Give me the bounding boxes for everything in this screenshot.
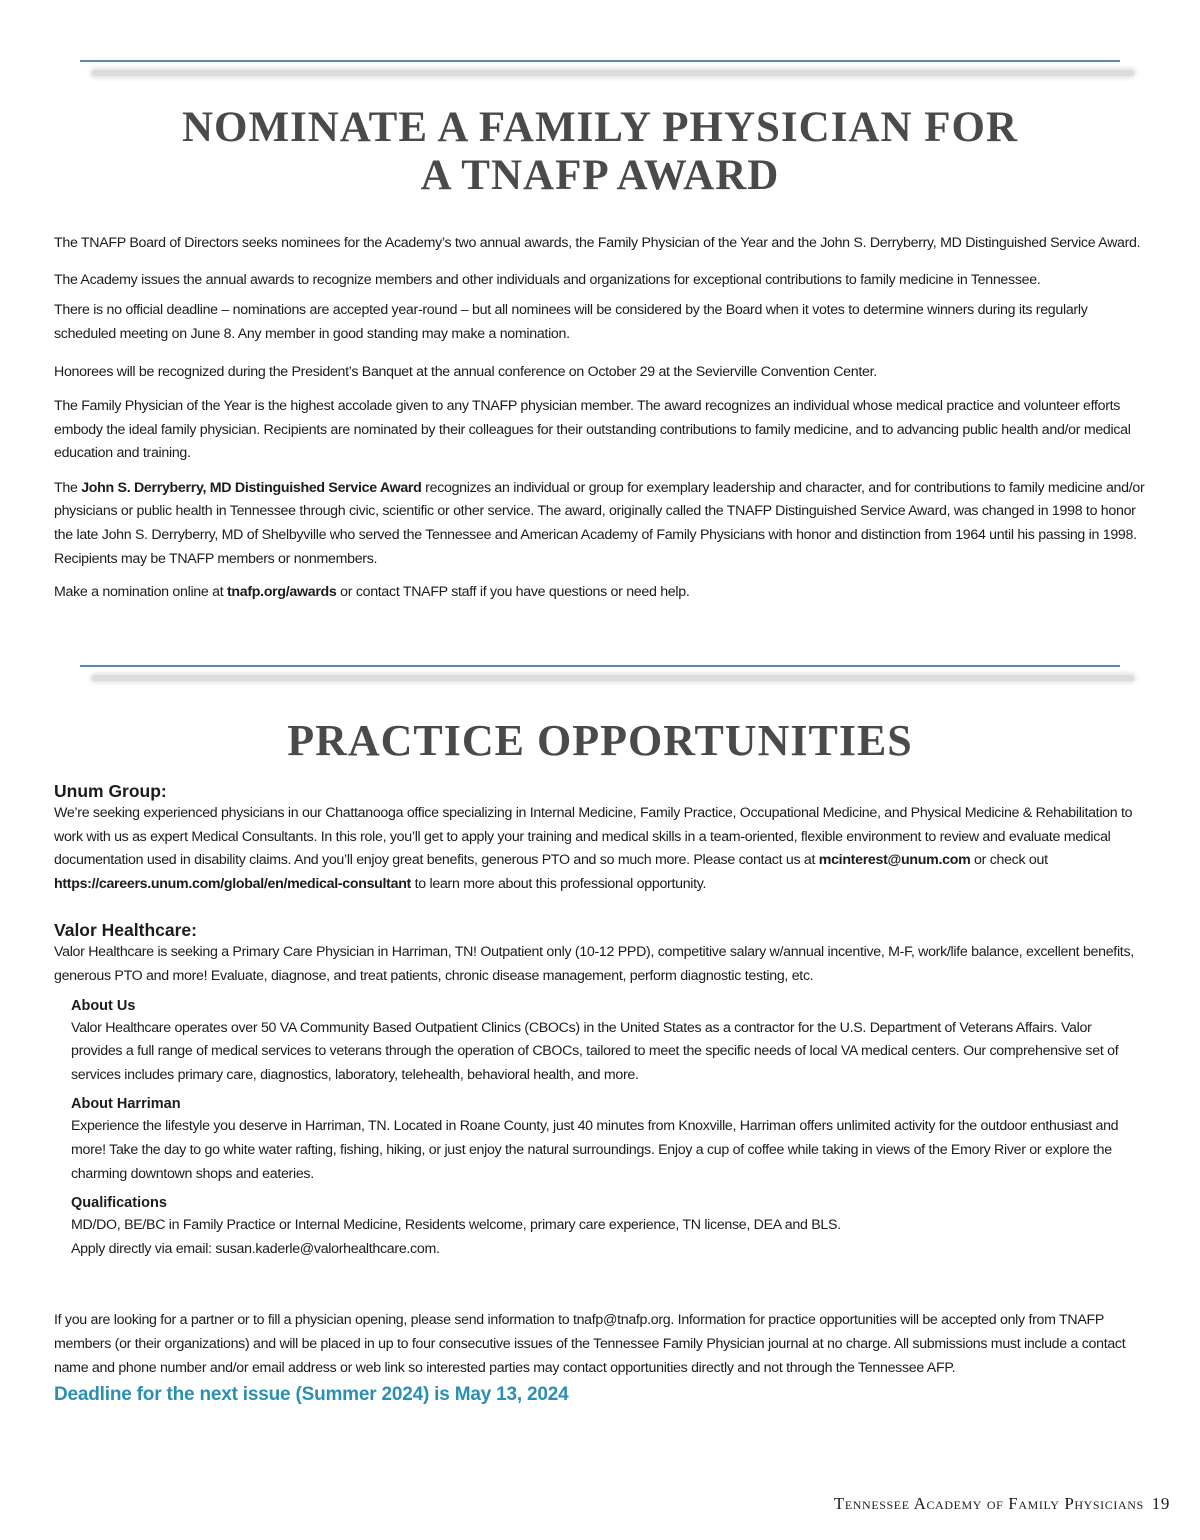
nominate-paragraph-4: Honorees will be recognized during the President’s Banquet at the annual conference on October 29 at the Sevierville Convention Center.: [54, 364, 877, 381]
nominate-paragraph-7: [54, 581, 1146, 605]
p7-tail: or contact TNAFP staff if you have questions or need help.: [336, 584, 690, 601]
unum-listing: [54, 780, 1146, 896]
p6-body: recognizes an individual or group for exemplary leadership and character, and for contributions to family medicine and/or physicians or public health in Tennessee through civic, scientific or other service. The award, originally called the TNAFP Distinguished Service Award, was changed in 1998 to honor the late John S. Derryberry, MD of Shelbyville who served the Tennessee and American Academy of Family Physicians with honor and distinction from 1964 until his passing in 1998. Recipients may be TNAFP members or nonmembers.: [54, 479, 1145, 567]
nominate-title: [0, 104, 1200, 200]
submission-info: If you are looking for a partner or to fill a physician opening, please send information to tnafp@tnafp.org. Information for practice opportunities will be accepted only from TNAFP members (or their organizations) and will be placed in up to four consecutive issues of the Tennessee Family Physician journal at no charge. All submissions must include a contact name and phone number and/or email address or web link so interested parties may contact opportunities directly and not through the Tennessee AFP.: [54, 1312, 1126, 1376]
nominate-paragraph-6: [54, 477, 1146, 571]
practice-body: [54, 780, 1146, 1406]
nominate-paragraph-2: The Academy issues the annual awards to recognize members and other individuals and organizations for exceptional contributions to family medicine in Tennessee.: [54, 271, 1041, 288]
nominate-body: [54, 232, 1146, 605]
unum-description: [54, 802, 1146, 896]
divider-shadow: [92, 70, 1134, 76]
top-divider: [80, 60, 1120, 84]
unum-heading: Unum Group:: [54, 781, 167, 801]
unum-text-mid: or check out: [970, 852, 1048, 869]
unum-text-lead: We’re seeking experienced physicians in our Chattanooga office specializing in Internal Medicine, Family Practice, Occupational Medicine, and Physical Medicine & Rehabilitation to work with us as expert Medical Consultants. In this role, you’ll get to apply your training and medical skills in a team-oriented, flexible environment to review and evaluate medical documentation used in disability claims. And you’ll enjoy great benefits, generous PTO and so much more. Please contact us at: [54, 805, 1133, 869]
p7-lead: Make a nomination online at: [54, 584, 227, 601]
valor-listing: [54, 919, 1146, 1261]
about-us-heading: About Us: [71, 997, 136, 1014]
nominate-paragraph-3: There is no official deadline – nominations are accepted year-round – but all nominees will be considered by the Board when it votes to determine winners during its regularly scheduled meeting on June 8. Any member in good standing may make a nomination.: [54, 302, 1088, 342]
unum-email-link[interactable]: mcinterest@unum.com: [818, 852, 971, 869]
divider-line: [80, 665, 1120, 667]
unum-text-tail: to learn more about this professional opportunity.: [411, 875, 707, 892]
page-footer: [834, 1494, 1170, 1514]
qualifications-text: MD/DO, BE/BC in Family Practice or Internal Medicine, Residents welcome, primary care experience, TN license, DEA and BLS.: [71, 1217, 841, 1234]
about-us-text: Valor Healthcare operates over 50 VA Community Based Outpatient Clinics (CBOCs) in the United States as a contractor for the U.S. Department of Veterans Affairs. Valor provides a full range of medical services to veterans through the operation of CBOCs, tailored to meet the specific needs of local VA medical centers. Our comprehensive set of services includes primary care, diagnostics, laboratory, telehealth, behavioral health, and more.: [71, 1019, 1119, 1083]
valor-qualifications: [54, 1192, 1146, 1261]
nominate-paragraph-1: The TNAFP Board of Directors seeks nominees for the Academy’s two annual awards, the Family Physician of the Year and the John S. Derryberry, MD Distinguished Service Award.: [54, 235, 1141, 251]
divider-line: [80, 60, 1120, 62]
p6-lead: The: [54, 479, 82, 496]
awards-link[interactable]: tnafp.org/awards: [227, 584, 337, 601]
practice-title: PRACTICE OPPORTUNITIES: [287, 716, 913, 765]
page-number: 19: [1151, 1494, 1170, 1513]
footer-org-name: Tennessee Academy of Family Physicians: [833, 1494, 1144, 1513]
about-harriman-heading: About Harriman: [71, 1096, 181, 1113]
deadline-notice: Deadline for the next issue (Summer 2024) is May 13, 2024: [54, 1384, 569, 1406]
apply-text: Apply directly via email: susan.kaderle@valorhealthcare.com.: [71, 1240, 440, 1257]
valor-about-us: [54, 995, 1146, 1088]
derryberry-award-name: John S. Derryberry, MD Distinguished Service Award: [81, 479, 422, 496]
valor-heading: Valor Healthcare:: [54, 920, 197, 941]
unum-careers-link[interactable]: https://careers.unum.com/global/en/medical-consultant: [54, 875, 411, 892]
valor-about-harriman: [54, 1093, 1146, 1186]
nominate-paragraph-5: The Family Physician of the Year is the highest accolade given to any TNAFP physician member. The award recognizes an individual whose medical practice and volunteer efforts embody the ideal family physician. Recipients are nominated by their colleagues for their outstanding contributions to family medicine, and to advancing public health and/or medical education and training.: [54, 397, 1131, 462]
nominate-title-line-1: NOMINATE A FAMILY PHYSICIAN FOR: [181, 104, 1019, 151]
divider-shadow: [92, 675, 1134, 681]
qualifications-heading: Qualifications: [71, 1195, 167, 1212]
nominate-title-line-2: A TNAFP AWARD: [420, 152, 780, 200]
middle-divider: [80, 665, 1120, 689]
about-harriman-text: Experience the lifestyle you deserve in Harriman, TN. Located in Roane County, just 40 minutes from Knoxville, Harriman offers unlimited activity for the outdoor enthusiast and more! Take the day to go white water rafting, fishing, hiking, or just enjoy the natural surroundings. Enjoy a cup of coffee while taking in views of the Emory River or explore the charming downtown shops and eateries.: [71, 1118, 1119, 1182]
valor-intro: Valor Healthcare is seeking a Primary Care Physician in Harriman, TN! Outpatient only (10-12 PPD), competitive salary w/annual incentive, M-F, work/life balance, excellent benefits, generous PTO and more! Evaluate, diagnose, and treat patients, chronic disease management, perform diagnostic testing, etc.: [54, 944, 1134, 984]
